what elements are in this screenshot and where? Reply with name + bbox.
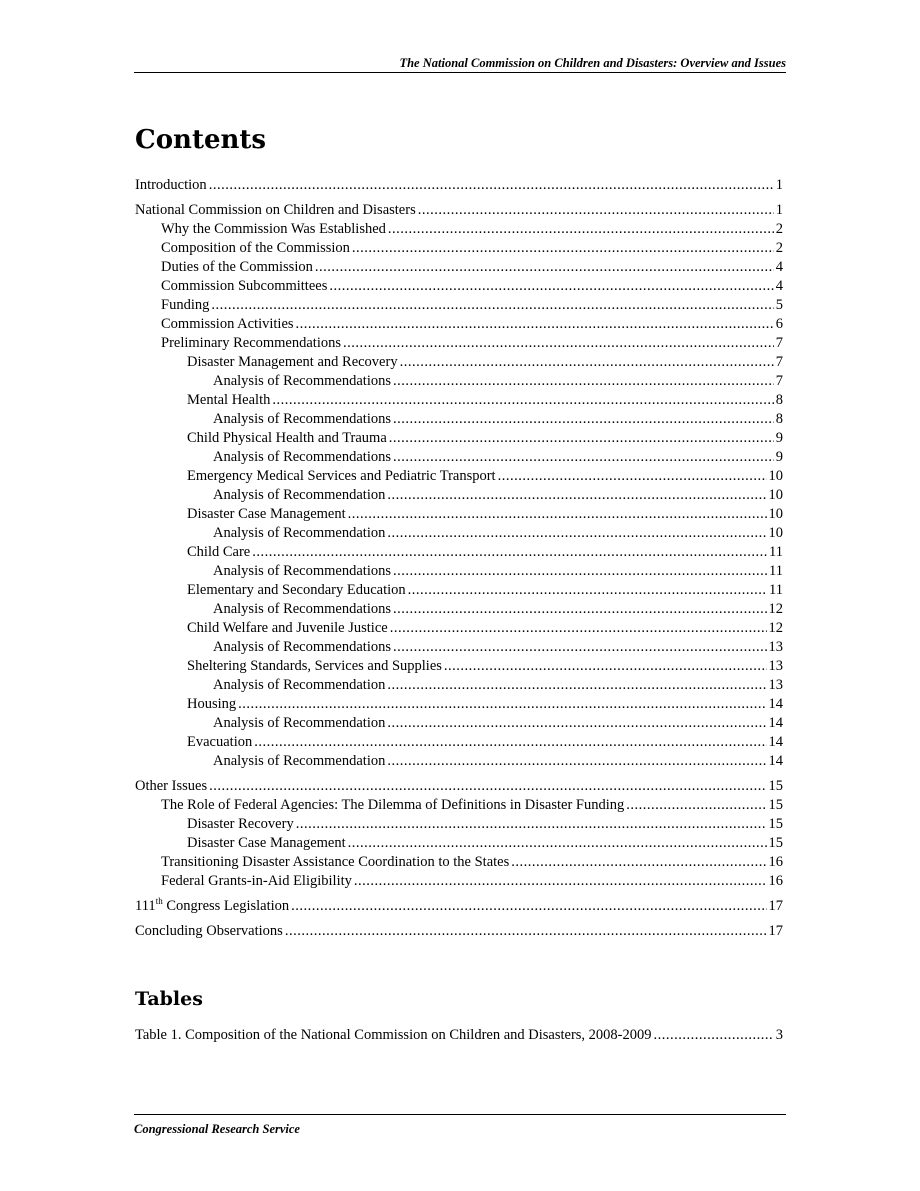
dot-leader (348, 834, 767, 853)
dot-leader (393, 562, 767, 581)
toc-entry-title: Analysis of Recommendations (213, 639, 392, 655)
toc-entry-title: Emergency Medical Services and Pediatric Transport (187, 468, 496, 484)
toc-entry[interactable] (135, 796, 783, 815)
toc-entry[interactable] (135, 600, 783, 619)
dot-leader (626, 796, 766, 815)
toc-entry[interactable] (135, 201, 783, 220)
toc-entry[interactable] (135, 695, 783, 714)
toc-entry[interactable] (135, 176, 783, 195)
toc-entry[interactable] (135, 853, 783, 872)
toc-page-number: 10 (768, 506, 783, 522)
toc-entry-label (213, 676, 385, 695)
toc-entry-label (161, 872, 352, 891)
toc-page-number: 2 (775, 240, 783, 256)
dot-leader (285, 922, 767, 941)
toc-entry-title-rest: Congress Legislation (162, 898, 290, 914)
toc-entry[interactable] (135, 1026, 783, 1045)
toc-entry[interactable] (135, 733, 783, 752)
dot-leader (393, 448, 774, 467)
toc-entry[interactable] (135, 562, 783, 581)
toc-page-number: 17 (768, 923, 783, 939)
toc-page-number: 11 (769, 582, 783, 598)
toc-entry[interactable] (135, 296, 783, 315)
toc-entry-label (187, 581, 406, 600)
toc-entry-label (213, 486, 385, 505)
dot-leader (387, 524, 766, 543)
dot-leader (354, 872, 767, 891)
toc-entry-title: Analysis of Recommendation (213, 677, 386, 693)
toc-page-number: 14 (768, 753, 783, 769)
toc-page-number: 9 (775, 449, 783, 465)
dot-leader (388, 220, 774, 239)
toc-entry[interactable] (135, 410, 783, 429)
toc-entry-title: Transitioning Disaster Assistance Coordination to the States (161, 854, 510, 870)
toc-entry-title: Analysis of Recommendations (213, 373, 392, 389)
toc-page-number: 12 (768, 620, 783, 636)
toc-entry-title: Commission Activities (161, 316, 294, 332)
toc-page-number: 8 (775, 411, 783, 427)
toc-entry[interactable] (135, 777, 783, 796)
toc-entry-label (213, 714, 385, 733)
toc-entry-label (213, 372, 391, 391)
toc-page-number: 8 (775, 392, 783, 408)
toc-entry-title: National Commission on Children and Disasters (135, 202, 416, 218)
dot-leader (400, 353, 774, 372)
toc-entry[interactable] (135, 872, 783, 891)
toc-entry-label (161, 239, 350, 258)
toc-page-number: 15 (768, 835, 783, 851)
toc-entry-title: Disaster Case Management (187, 835, 346, 851)
dot-leader (654, 1026, 774, 1045)
toc-entry-title: Disaster Case Management (187, 506, 346, 522)
toc-entry-label (161, 334, 341, 353)
dot-leader (387, 676, 766, 695)
toc-entry[interactable] (135, 581, 783, 600)
toc-entry-label (161, 796, 624, 815)
toc-entry[interactable] (135, 372, 783, 391)
toc-page-number: 7 (775, 373, 783, 389)
toc-entry-title: Funding (161, 297, 210, 313)
dot-leader (272, 391, 773, 410)
toc-entry-label (187, 391, 270, 410)
toc-entry-label (161, 853, 509, 872)
toc-entry-title: Analysis of Recommendation (213, 525, 386, 541)
toc-entry[interactable] (135, 638, 783, 657)
dot-leader (387, 486, 766, 505)
dot-leader (393, 410, 774, 429)
dot-leader (209, 176, 774, 195)
toc-entry-label (187, 429, 387, 448)
toc-entry-label (135, 777, 207, 796)
toc-entry-label (161, 296, 209, 315)
toc-entry-label (135, 176, 207, 195)
toc-entry[interactable] (135, 315, 783, 334)
dot-leader (252, 543, 767, 562)
ordinal-superscript: th (155, 896, 163, 906)
toc-entry-label (213, 600, 391, 619)
toc-entry-title: Federal Grants-in-Aid Eligibility (161, 873, 352, 889)
toc-page-number: 15 (768, 797, 783, 813)
toc-page-number: 16 (768, 854, 783, 870)
dot-leader (408, 581, 767, 600)
toc-entry-label (135, 922, 283, 941)
toc-entry-title: Other Issues (135, 778, 208, 794)
toc-entry-label (187, 695, 236, 714)
toc-page-number: 15 (768, 816, 783, 832)
dot-leader (329, 277, 773, 296)
toc-entry-label (187, 834, 346, 853)
toc-page-number: 10 (768, 468, 783, 484)
toc-entry-title: Preliminary Recommendations (161, 335, 342, 351)
dot-leader (211, 296, 773, 315)
toc-entry[interactable] (135, 922, 783, 941)
toc-entry-title: Analysis of Recommendations (213, 411, 392, 427)
dot-leader (387, 714, 766, 733)
toc-entry[interactable] (135, 714, 783, 733)
toc-page-number: 7 (775, 354, 783, 370)
dot-leader (209, 777, 766, 796)
toc-entry-title: Analysis of Recommendations (213, 449, 392, 465)
toc-entry-title: Sheltering Standards, Services and Supplies (187, 658, 442, 674)
toc-page-number: 11 (769, 563, 783, 579)
toc-entry-title: Concluding Observations (135, 923, 283, 939)
page-footer: Congressional Research Service (134, 1114, 786, 1137)
dot-leader (343, 334, 774, 353)
toc-entry-label (213, 524, 385, 543)
toc-entry-title: Mental Health (187, 392, 271, 408)
dot-leader (390, 619, 767, 638)
dot-leader (387, 752, 766, 771)
toc-page-number: 6 (775, 316, 783, 332)
toc-page-number: 3 (775, 1027, 783, 1043)
table-of-contents (135, 176, 783, 941)
toc-entry-title: Analysis of Recommendations (213, 563, 392, 579)
toc-entry-label (213, 410, 391, 429)
toc-entry-title: Table 1. Composition of the National Commission on Children and Disasters, 2008-2009 (135, 1027, 652, 1043)
toc-entry[interactable] (135, 657, 783, 676)
toc-entry-title: Analysis of Recommendation (213, 487, 386, 503)
running-header: The National Commission on Children and Disasters: Overview and Issues (134, 56, 786, 73)
dot-leader (238, 695, 766, 714)
toc-page-number: 5 (775, 297, 783, 313)
toc-entry[interactable] (135, 543, 783, 562)
toc-entry[interactable] (135, 239, 783, 258)
toc-entry[interactable] (135, 258, 783, 277)
toc-entry-title: 111 (135, 898, 156, 914)
toc-entry[interactable] (135, 334, 783, 353)
toc-page-number: 14 (768, 715, 783, 731)
toc-entry-label (213, 638, 391, 657)
toc-page-number: 10 (768, 525, 783, 541)
toc-entry-title: Introduction (135, 177, 207, 193)
toc-entry[interactable] (135, 486, 783, 505)
toc-entry-title: Disaster Recovery (187, 816, 294, 832)
toc-entry-label (161, 258, 313, 277)
toc-entry-label (187, 815, 294, 834)
toc-entry-label (187, 733, 252, 752)
toc-entry[interactable] (135, 448, 783, 467)
dot-leader (296, 815, 767, 834)
toc-entry[interactable] (135, 429, 783, 448)
dot-leader (352, 239, 774, 258)
toc-entry[interactable] (135, 619, 783, 638)
toc-entry-label (187, 505, 346, 524)
toc-page-number: 10 (768, 487, 783, 503)
toc-page-number: 14 (768, 696, 783, 712)
toc-page-number: 13 (768, 658, 783, 674)
toc-entry[interactable] (135, 897, 783, 916)
toc-page-number: 4 (775, 259, 783, 275)
dot-leader (511, 853, 766, 872)
toc-entry[interactable] (135, 353, 783, 372)
toc-entry[interactable] (135, 676, 783, 695)
toc-entry-title: The Role of Federal Agencies: The Dilemma of Definitions in Disaster Funding (161, 797, 625, 813)
toc-page-number: 14 (768, 734, 783, 750)
toc-entry[interactable] (135, 752, 783, 771)
dot-leader (393, 638, 766, 657)
toc-entry-title: Elementary and Secondary Education (187, 582, 406, 598)
toc-page-number: 4 (775, 278, 783, 294)
toc-entry-label (135, 201, 416, 220)
dot-leader (393, 600, 766, 619)
toc-entry[interactable] (135, 815, 783, 834)
tables-heading: Tables (135, 988, 203, 1010)
toc-page-number: 2 (775, 221, 783, 237)
toc-entry[interactable] (135, 524, 783, 543)
toc-entry-label (161, 277, 327, 296)
toc-entry-title: Housing (187, 696, 237, 712)
dot-leader (393, 372, 774, 391)
dot-leader (291, 897, 766, 916)
toc-entry-label (187, 657, 442, 676)
toc-entry-label (161, 220, 386, 239)
dot-leader (348, 505, 767, 524)
toc-page-number: 7 (775, 335, 783, 351)
toc-entry-title: Duties of the Commission (161, 259, 313, 275)
list-of-tables (135, 1026, 783, 1045)
toc-page-number: 17 (768, 898, 783, 914)
dot-leader (315, 258, 774, 277)
toc-page-number: 13 (768, 677, 783, 693)
toc-page-number: 9 (775, 430, 783, 446)
toc-entry-label (161, 315, 294, 334)
toc-entry-title: Commission Subcommittees (161, 278, 328, 294)
toc-entry[interactable] (135, 391, 783, 410)
toc-entry-title: Child Welfare and Juvenile Justice (187, 620, 388, 636)
contents-heading: Contents (135, 125, 267, 155)
toc-page-number: 13 (768, 639, 783, 655)
toc-page-number: 1 (775, 177, 783, 193)
toc-entry-label (135, 1026, 652, 1045)
toc-page-number: 12 (768, 601, 783, 617)
toc-entry-label (187, 619, 388, 638)
dot-leader (418, 201, 774, 220)
toc-entry[interactable] (135, 467, 783, 486)
toc-page-number: 15 (768, 778, 783, 794)
toc-entry[interactable] (135, 834, 783, 853)
toc-entry-title: Child Care (187, 544, 251, 560)
toc-entry-title: Disaster Management and Recovery (187, 354, 398, 370)
dot-leader (254, 733, 766, 752)
toc-page-number: 11 (769, 544, 783, 560)
toc-entry-label (213, 448, 391, 467)
toc-entry[interactable] (135, 220, 783, 239)
toc-entry[interactable] (135, 505, 783, 524)
toc-page-number: 16 (768, 873, 783, 889)
toc-entry-title: Child Physical Health and Trauma (187, 430, 387, 446)
toc-entry-title: Evacuation (187, 734, 253, 750)
toc-entry-title: Analysis of Recommendation (213, 753, 386, 769)
toc-entry-label (187, 543, 250, 562)
toc-entry-label (135, 897, 289, 916)
dot-leader (444, 657, 767, 676)
toc-entry-label (213, 562, 391, 581)
toc-page-number: 1 (775, 202, 783, 218)
dot-leader (498, 467, 767, 486)
toc-entry-label (187, 467, 496, 486)
toc-entry-label (213, 752, 385, 771)
toc-entry-title: Composition of the Commission (161, 240, 350, 256)
dot-leader (296, 315, 774, 334)
toc-entry-title: Analysis of Recommendations (213, 601, 392, 617)
toc-entry[interactable] (135, 277, 783, 296)
toc-entry-title: Analysis of Recommendation (213, 715, 386, 731)
dot-leader (389, 429, 774, 448)
toc-entry-label (187, 353, 398, 372)
toc-entry-title: Why the Commission Was Established (161, 221, 386, 237)
